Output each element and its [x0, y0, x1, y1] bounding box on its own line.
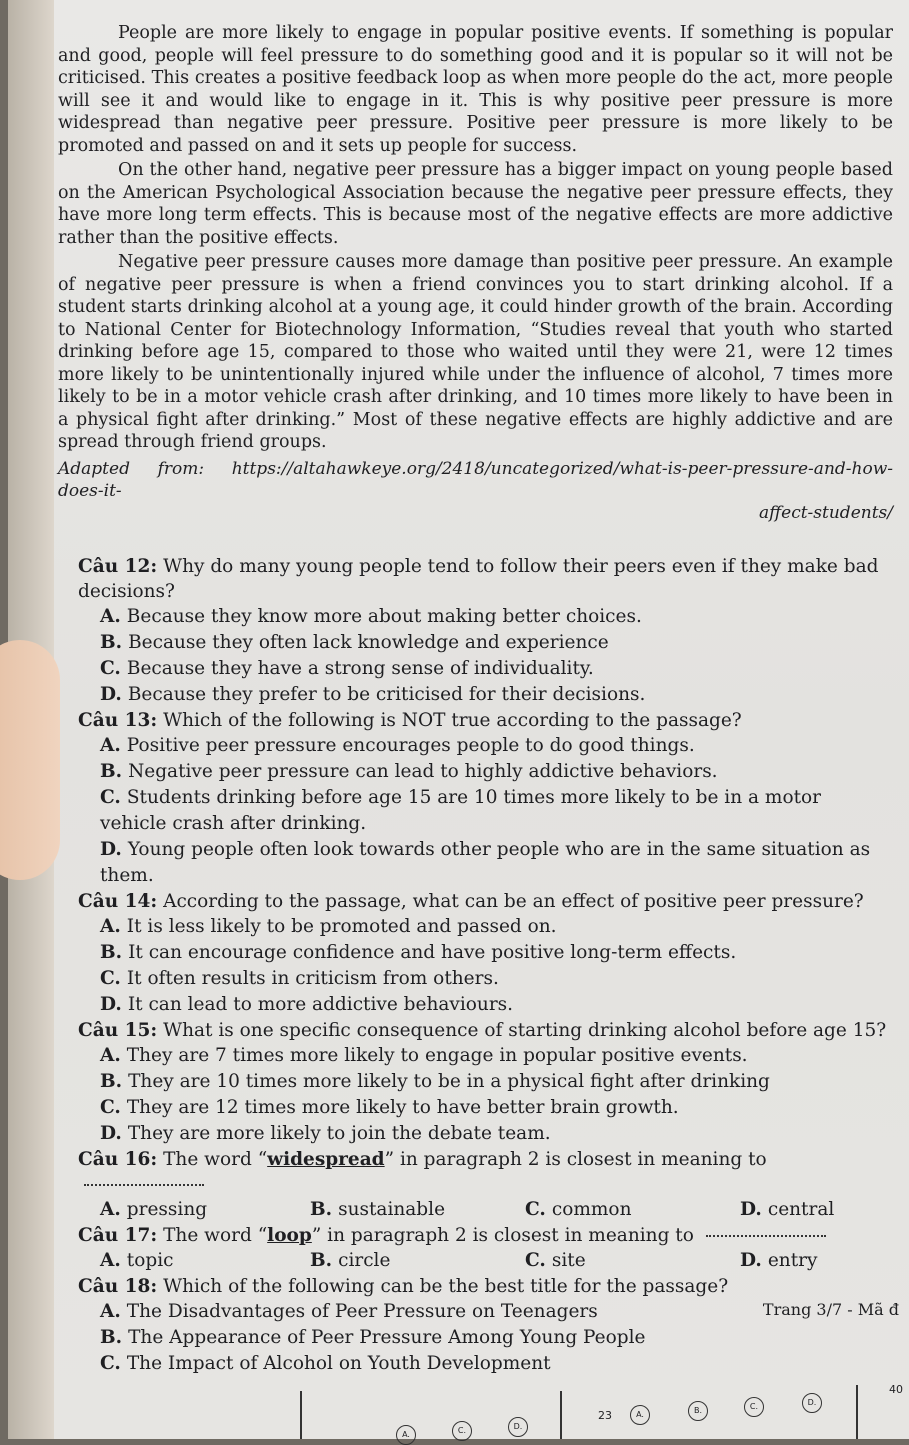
- option-letter: C.: [100, 1352, 121, 1374]
- sheet-corner-number: 40: [889, 1383, 903, 1396]
- question-14: [78, 889, 893, 914]
- option-letter: C.: [525, 1198, 546, 1220]
- answer-bubble-b: B.: [688, 1401, 708, 1421]
- option-text: circle: [338, 1249, 391, 1271]
- option-letter: A.: [100, 1198, 121, 1220]
- question-text: Why do many young people tend to follow their peers even if they make bad decisions?: [78, 555, 879, 602]
- sheet-line: [856, 1385, 858, 1439]
- option-text: site: [551, 1249, 586, 1271]
- question-number: Câu 14:: [78, 890, 158, 912]
- option-text: Because they have a strong sense of individuality.: [126, 657, 594, 679]
- option-text: They are 7 times more likely to engage in popular positive events.: [126, 1044, 748, 1066]
- option-text: It can encourage confidence and have positive long-term effects.: [128, 941, 737, 963]
- option-text: They are more likely to join the debate team.: [127, 1122, 551, 1144]
- passage-paragraph-3: Negative peer pressure causes more damage than positive peer pressure. An example of negative peer pressure is when a friend convinces you to start drinking alcohol. If a student starts drinking alcohol at a young age, it could hinder growth of the brain. According to National Center for Biotechnology Information, “Studies reveal that youth who started drinking before age 15, compared to those who waited until they were 21, were 12 times more likely to be unintentionally injured while under the influence of alcohol, 7 times more likely to be in a motor vehicle crash after drinking, and 10 times more likely to have been in a physical fight after drinking.” Most of these negative effects are highly addictive and are spread through friend groups.: [58, 252, 893, 452]
- option-12-a: [78, 604, 893, 630]
- option-text: The Impact of Alcohol on Youth Development: [126, 1352, 551, 1374]
- option-letter: C.: [100, 786, 121, 808]
- option-16-c: [525, 1197, 740, 1223]
- options-17: [78, 1248, 893, 1274]
- answer-bubble-d: D.: [508, 1417, 528, 1437]
- exam-paper: [8, 0, 909, 1439]
- options-16: [78, 1197, 893, 1223]
- question-text: According to the passage, what can be an effect of positive peer pressure?: [163, 890, 864, 912]
- option-letter: B.: [100, 631, 123, 653]
- option-text: topic: [126, 1249, 174, 1271]
- answer-bubble-d: D.: [802, 1393, 822, 1413]
- option-14-c: [78, 966, 893, 992]
- question-text: Which of the following can be the best title for the passage?: [163, 1275, 729, 1297]
- option-letter: D.: [100, 993, 122, 1015]
- question-16: [78, 1147, 893, 1197]
- option-letter: B.: [310, 1249, 333, 1271]
- option-letter: A.: [100, 734, 121, 756]
- option-text: pressing: [126, 1198, 208, 1220]
- option-text: Students drinking before age 15 are 10 times more likely to be in a motor vehicle crash after drinking.: [100, 786, 822, 834]
- option-12-c: [78, 656, 893, 682]
- question-text: What is one specific consequence of starting drinking alcohol before age 15?: [163, 1019, 887, 1041]
- option-text: The Disadvantages of Peer Pressure on Teenagers: [126, 1300, 598, 1322]
- option-17-c: [525, 1248, 740, 1274]
- option-letter: C.: [525, 1249, 546, 1271]
- option-14-a: [78, 914, 893, 940]
- answer-bubble-a: A.: [396, 1425, 416, 1445]
- option-17-b: [310, 1248, 525, 1274]
- source-line-2: affect-students/: [758, 502, 893, 523]
- option-text: common: [551, 1198, 632, 1220]
- option-letter: B.: [100, 1070, 123, 1092]
- option-text: They are 12 times more likely to have better brain growth.: [126, 1096, 679, 1118]
- question-text-after: ” in paragraph 2 is closest in meaning to: [311, 1224, 694, 1246]
- option-letter: D.: [740, 1249, 762, 1271]
- option-letter: D.: [100, 1122, 122, 1144]
- option-text: It can lead to more addictive behaviours.: [127, 993, 514, 1015]
- option-text: It is less likely to be promoted and passed on.: [126, 915, 557, 937]
- option-text: central: [767, 1198, 835, 1220]
- option-13-a: [78, 733, 893, 759]
- option-letter: D.: [100, 683, 122, 705]
- question-13: [78, 708, 893, 733]
- thumb: [0, 640, 60, 880]
- answer-blank: [706, 1235, 826, 1237]
- option-text: Because they prefer to be criticised for their decisions.: [127, 683, 646, 705]
- answer-row-number: 23: [598, 1409, 612, 1422]
- option-text: It often results in criticism from others.: [126, 967, 499, 989]
- option-letter: C.: [100, 967, 121, 989]
- option-letter: A.: [100, 915, 121, 937]
- option-letter: B.: [310, 1198, 333, 1220]
- option-letter: A.: [100, 1044, 121, 1066]
- question-12: [78, 554, 893, 604]
- answer-bubble-c: C.: [452, 1421, 472, 1441]
- option-16-b: [310, 1197, 525, 1223]
- question-18: [78, 1274, 893, 1299]
- question-number: Câu 12:: [78, 555, 158, 577]
- target-word: widespread: [267, 1148, 385, 1170]
- option-letter: B.: [100, 941, 123, 963]
- option-18-b: [78, 1325, 893, 1351]
- option-letter: D.: [740, 1198, 762, 1220]
- option-letter: B.: [100, 760, 123, 782]
- option-15-a: [78, 1043, 893, 1069]
- option-15-b: [78, 1069, 893, 1095]
- option-18-c: [78, 1351, 893, 1377]
- question-15: [78, 1018, 893, 1043]
- option-letter: A.: [100, 605, 121, 627]
- passage-source: [58, 458, 893, 524]
- option-17-d: [740, 1248, 909, 1274]
- question-number: Câu 17:: [78, 1224, 158, 1246]
- option-letter: B.: [100, 1326, 123, 1348]
- option-17-a: [100, 1248, 310, 1274]
- source-line-1: Adapted from: https://altahawkeye.org/2418/uncategorized/what-is-peer-pressure-and-how-does-it-: [58, 458, 893, 501]
- sheet-line: [300, 1391, 302, 1439]
- option-text: Young people often look towards other people who are in the same situation as them.: [100, 838, 871, 886]
- answer-bubble-a: A.: [630, 1405, 650, 1425]
- option-13-d: [78, 837, 893, 889]
- answer-blank: [84, 1184, 204, 1186]
- question-17: [78, 1223, 893, 1248]
- option-12-d: [78, 682, 893, 708]
- question-text: Which of the following is NOT true according to the passage?: [163, 709, 742, 731]
- option-13-c: [78, 785, 893, 837]
- option-16-d: [740, 1197, 909, 1223]
- sheet-line: [560, 1391, 562, 1439]
- option-text: Because they often lack knowledge and experience: [128, 631, 609, 653]
- option-text: Positive peer pressure encourages people to do good things.: [126, 734, 695, 756]
- option-16-a: [100, 1197, 310, 1223]
- option-text: They are 10 times more likely to be in a physical fight after drinking: [128, 1070, 770, 1092]
- option-13-b: [78, 759, 893, 785]
- answer-sheet-strip: [300, 1385, 900, 1439]
- option-text: sustainable: [338, 1198, 446, 1220]
- page-content: [58, 22, 893, 1377]
- option-14-d: [78, 992, 893, 1018]
- passage-paragraph-2: On the other hand, negative peer pressure has a bigger impact on young people based on the American Psychological Association because the negative peer pressure effects, they have more long term effects. This is because most of the negative effects are more addictive rather than the positive effects.: [58, 160, 893, 248]
- option-14-b: [78, 940, 893, 966]
- option-text: Because they know more about making better choices.: [126, 605, 642, 627]
- question-number: Câu 15:: [78, 1019, 158, 1041]
- option-12-b: [78, 630, 893, 656]
- question-number: Câu 18:: [78, 1275, 158, 1297]
- option-letter: A.: [100, 1300, 121, 1322]
- option-letter: C.: [100, 657, 121, 679]
- question-text-before: The word “: [163, 1148, 268, 1170]
- option-letter: D.: [100, 838, 122, 860]
- question-number: Câu 13:: [78, 709, 158, 731]
- option-15-d: [78, 1121, 893, 1147]
- question-text-before: The word “: [163, 1224, 268, 1246]
- option-15-c: [78, 1095, 893, 1121]
- option-letter: A.: [100, 1249, 121, 1271]
- option-text: Negative peer pressure can lead to highly addictive behaviors.: [128, 760, 718, 782]
- passage-paragraph-1: People are more likely to engage in popular positive events. If something is popular and good, people will feel pressure to do something good and it is popular so it will not be criticised. This creates a positive feedback loop as when more people do the act, more people will see it and would like to engage in it. This is why positive peer pressure is more widespread than negative peer pressure. Positive peer pressure is more likely to be promoted and passed on and it sets up people for success.: [58, 23, 893, 156]
- question-number: Câu 16:: [78, 1148, 158, 1170]
- option-text: entry: [767, 1249, 818, 1271]
- answer-bubble-c: C.: [744, 1397, 764, 1417]
- question-text-after: ” in paragraph 2 is closest in meaning to: [384, 1148, 767, 1170]
- target-word: loop: [267, 1224, 312, 1246]
- question-list: [58, 554, 893, 1377]
- option-text: The Appearance of Peer Pressure Among Young People: [128, 1326, 646, 1348]
- page-footer: Trang 3/7 - Mã đ: [762, 1300, 899, 1319]
- option-letter: C.: [100, 1096, 121, 1118]
